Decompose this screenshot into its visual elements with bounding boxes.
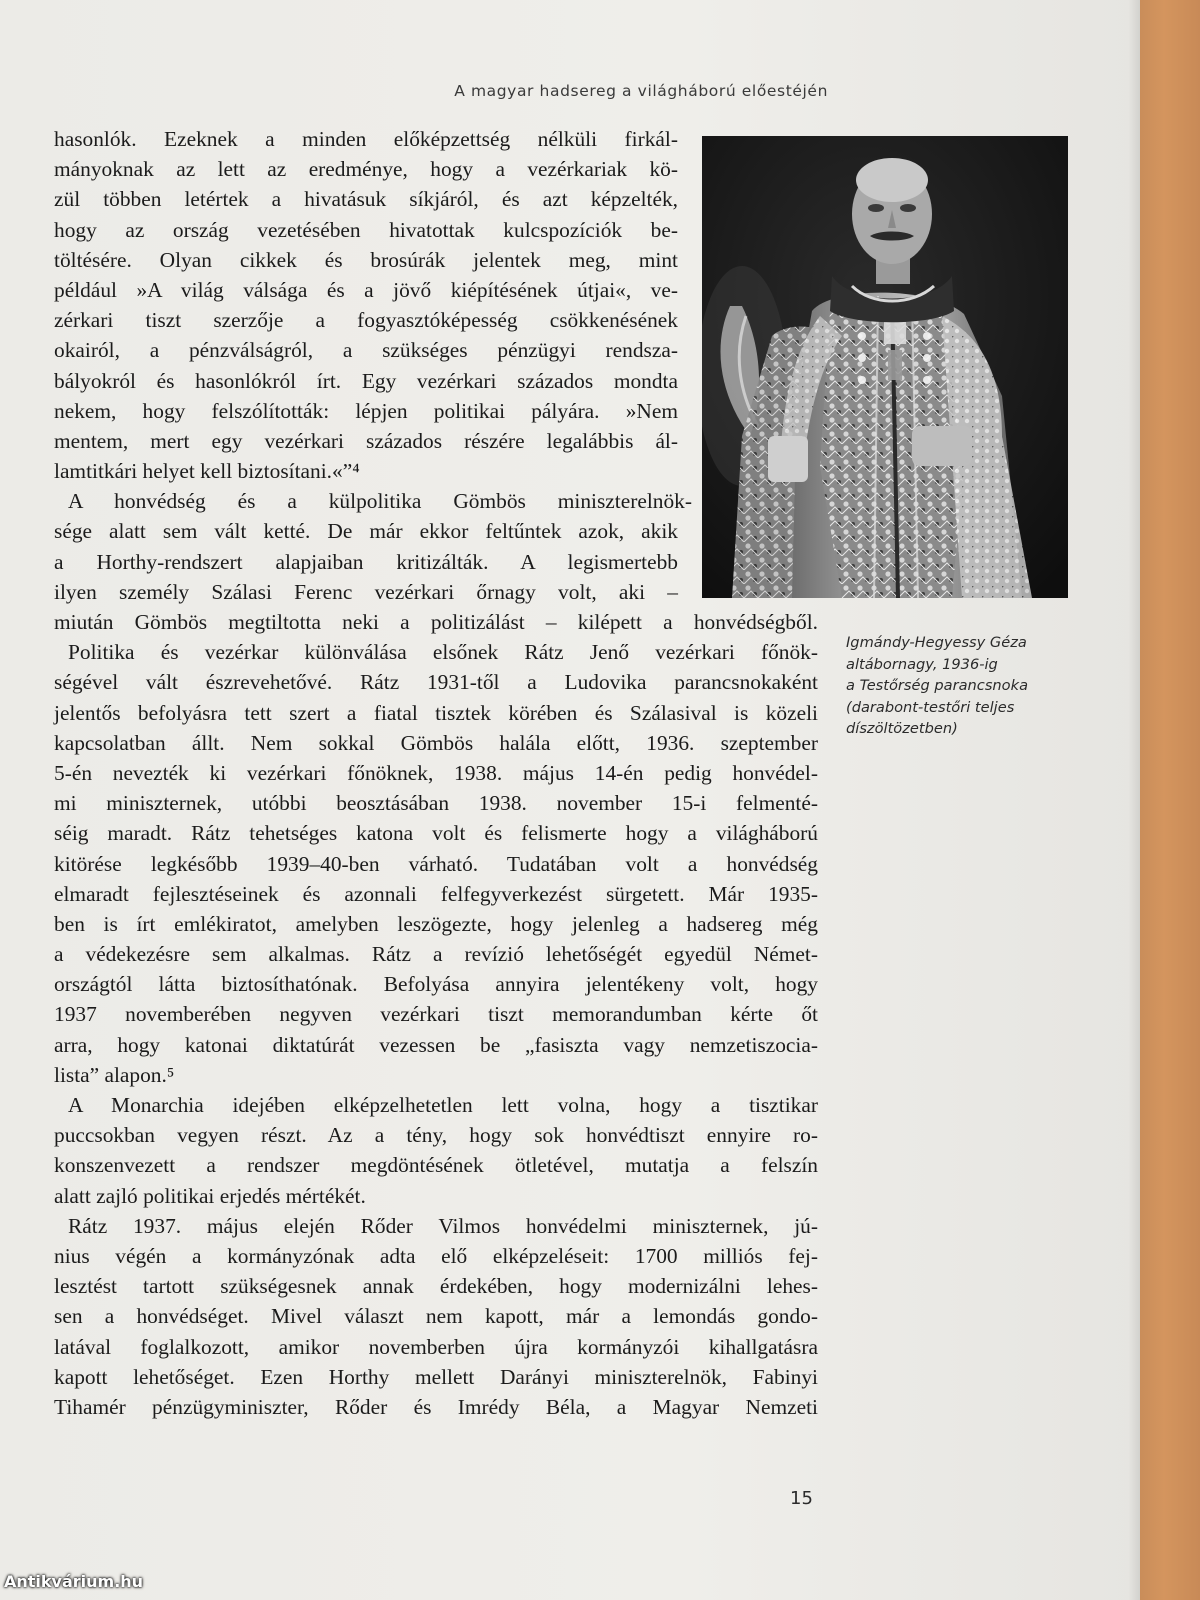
body-line: kapcsolatban állt. Nem sokkal Gömbös halála előtt, 1936. szeptember xyxy=(54,730,818,755)
body-line: nekem, hogy felszólították: lépjen politikai pályára. »Nem xyxy=(54,398,678,423)
body-line: lista” alapon.⁵ xyxy=(54,1062,175,1087)
body-line: például »A világ válsága és a jövő kiépítésének útjai«, ve- xyxy=(54,277,678,302)
portrait-illustration xyxy=(702,136,1068,598)
body-line: zül többen letértek a hivatásuk síkjáról, és azt képzelték, xyxy=(54,187,678,212)
body-line: hasonlók. Ezeknek a minden előképzettség nélküli firkál- xyxy=(54,127,678,151)
body-line: mi miniszternek, utóbbi beosztásában 1938. november 15-i felmenté- xyxy=(54,791,818,816)
body-line: A Monarchia idejében elképzelhetetlen lett volna, hogy a tisztikar xyxy=(68,1093,818,1117)
body-line: országtól látta biztosíthatónak. Befolyása annyira jelentékeny volt, hogy xyxy=(54,972,818,997)
caption-line: díszöltözetben) xyxy=(846,720,958,738)
body-line: miután Gömbös megtiltotta neki a politizálást – kilépett a honvédségből. xyxy=(54,610,818,634)
body-line: mányoknak az lett az eredménye, hogy a vezérkariak kö- xyxy=(54,157,678,182)
body-line: elmaradt fejlesztéseinek és azonnali felfegyverkezést sürgetett. Már 1935- xyxy=(54,881,818,906)
caption-line: altábornagy, 1936-ig xyxy=(846,655,998,673)
body-line: arra, hogy katonai diktatúrát vezessen be „fasiszta vagy nemzetiszocia- xyxy=(54,1032,818,1057)
body-line: puccsokban vegyen részt. Az a tény, hogy sok honvédtiszt ennyire ro- xyxy=(54,1123,818,1148)
body-line: hogy az ország vezetésében hivatottak kulcspozíciók be- xyxy=(54,217,678,242)
page-edge-shadow xyxy=(1128,0,1140,1600)
body-line: sége alatt sem vált ketté. De már ekkor feltűntek azok, akik xyxy=(54,519,678,544)
body-line: bályokról és hasonlókról írt. Egy vezérkari százados mondta xyxy=(54,368,678,393)
body-line: 1937 novemberében negyven vezérkari tiszt memorandumban kérte őt xyxy=(54,1002,818,1027)
body-line: lamtitkári helyet kell biztosítani.«”⁴ xyxy=(54,459,360,484)
body-line: töltésére. Olyan cikkek és brosúrák jelentek meg, mint xyxy=(54,247,678,272)
caption-line: a Testőrség parancsnoka xyxy=(846,677,1029,695)
watermark: Antikvárium.hu xyxy=(4,1572,144,1591)
body-line: ben is írt emlékiratot, amelyben leszögezte, hogy jelenleg a hadsereg még xyxy=(54,911,818,936)
body-line: mentem, mert egy vezérkari százados részére legalábbis ál- xyxy=(54,428,678,453)
book-cover-edge xyxy=(1140,0,1200,1600)
body-line: nius végén a kormányzónak adta elő elképzeléseit: 1700 milliós fej- xyxy=(54,1243,818,1268)
body-line: kapott lehetőséget. Ezen Horthy mellett Darányi miniszterelnök, Fabinyi xyxy=(54,1364,818,1389)
caption-line: (darabont-testőri teljes xyxy=(846,698,1015,716)
body-line: A honvédség és a külpolitika Gömbös miniszterelnök- xyxy=(68,489,692,514)
body-line: a védekezésre sem alkalmas. Rátz a revízió lehetőségét egyedül Német- xyxy=(54,942,818,967)
body-line: Tihamér pénzügyminiszter, Rőder és Imrédy Béla, a Magyar Nemzeti xyxy=(54,1394,818,1419)
body-line: lesztést tartott szükségesnek annak érdekében, hogy modernizálni lehes- xyxy=(54,1274,818,1299)
body-line: 5-én nevezték ki vezérkari főnöknek, 1938. május 14-én pedig honvédel- xyxy=(54,760,818,785)
body-line: konszenvezett a rendszer megdöntésének ötletével, mutatja a felszín xyxy=(54,1153,818,1178)
body-line: latával foglalkozott, amikor novemberben újra kormányzói kihallgatásra xyxy=(54,1334,818,1359)
body-line: a Horthy-rendszert alapjaiban kritizálták. A legismertebb xyxy=(54,549,678,574)
page-number: 15 xyxy=(790,1488,813,1509)
caption-line: Igmándy-Hegyessy Géza xyxy=(846,634,1027,651)
body-line: zérkari tiszt szerzője a fogyasztóképesség csökkenésének xyxy=(54,308,678,333)
body-line: kitörése legkésőbb 1939–40-ben várható. Tudatában volt a honvédség xyxy=(54,851,818,876)
body-line: jelentős befolyásra tett szert a fiatal tisztek körében és Szálasival is közeli xyxy=(54,700,818,725)
body-line: ségével vált észrevehetővé. Rátz 1931-től a Ludovika parancsnokaként xyxy=(54,670,818,695)
photo-caption xyxy=(846,632,1086,740)
portrait-photo xyxy=(702,136,1068,598)
body-line: Rátz 1937. május elején Rőder Vilmos honvédelmi miniszternek, jú- xyxy=(68,1213,818,1238)
body-line: alatt zajló politikai erjedés mértékét. xyxy=(54,1183,366,1208)
body-line: sen a honvédséget. Mivel választ nem kapott, már a lemondás gondo- xyxy=(54,1304,818,1329)
body-line: Politika és vezérkar különválása elsőnek Rátz Jenő vezérkari főnök- xyxy=(68,640,818,665)
body-line: séig maradt. Rátz tehetséges katona volt és felismerte hogy a világháború xyxy=(54,821,818,846)
running-head: A magyar hadsereg a világháború előestéjén xyxy=(454,82,828,100)
body-line: ilyen személy Szálasi Ferenc vezérkari őrnagy volt, aki – xyxy=(54,579,678,604)
body-line: okairól, a pénzválságról, a szükséges pénzügyi rendsza- xyxy=(54,338,678,363)
